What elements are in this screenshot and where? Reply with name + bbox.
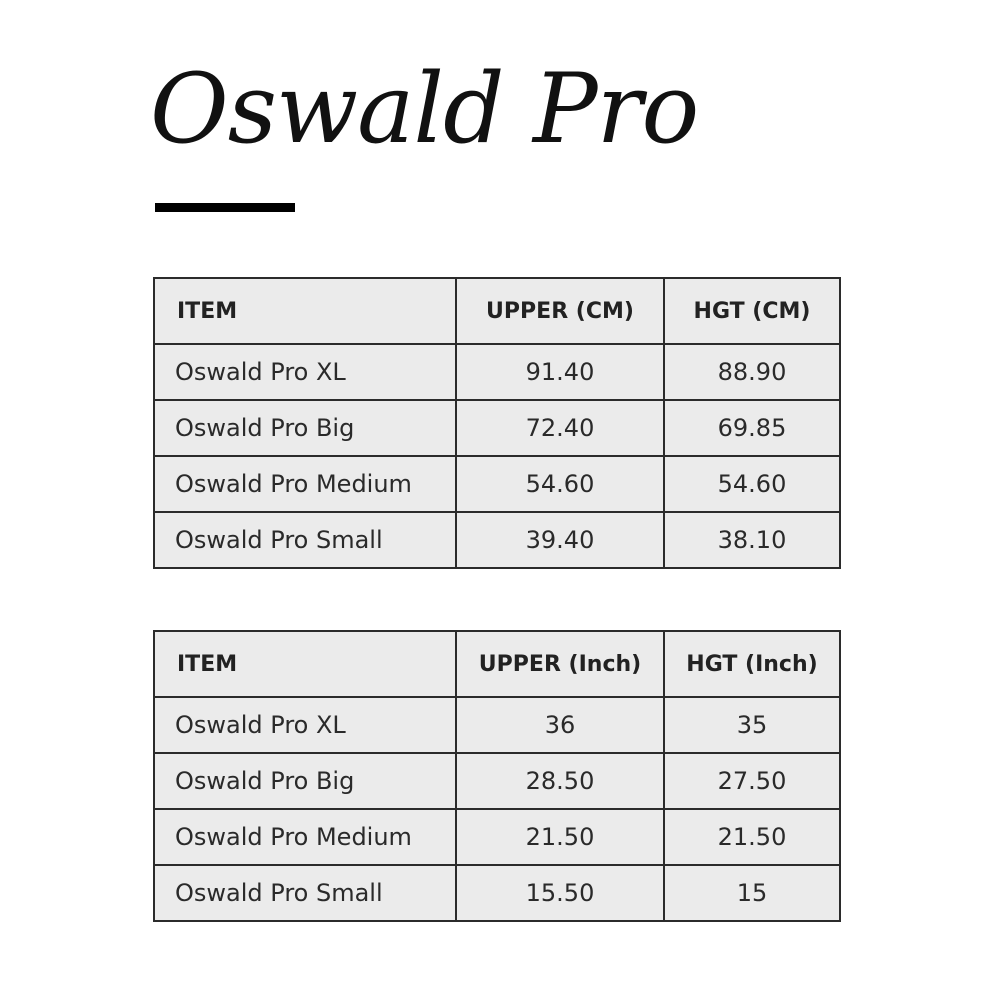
size-table-cm (153, 277, 841, 569)
upper-cell: 39.40 (456, 512, 664, 568)
table-row (154, 344, 840, 400)
table-row (154, 753, 840, 809)
table-header-row (154, 631, 840, 697)
table-row (154, 865, 840, 921)
item-cell: Oswald Pro Small (154, 512, 456, 568)
table-header-row (154, 278, 840, 344)
height-cell: 27.50 (664, 753, 840, 809)
table-row (154, 697, 840, 753)
item-cell: Oswald Pro Small (154, 865, 456, 921)
page-title: Oswald Pro (150, 53, 699, 165)
height-cell: 88.90 (664, 344, 840, 400)
column-header-item: ITEM (154, 631, 456, 697)
upper-cell: 21.50 (456, 809, 664, 865)
height-cell: 35 (664, 697, 840, 753)
table-row (154, 456, 840, 512)
upper-cell: 36 (456, 697, 664, 753)
item-cell: Oswald Pro Big (154, 753, 456, 809)
height-cell: 69.85 (664, 400, 840, 456)
item-cell: Oswald Pro XL (154, 344, 456, 400)
height-cell: 15 (664, 865, 840, 921)
column-header-upper: UPPER (CM) (456, 278, 664, 344)
upper-cell: 54.60 (456, 456, 664, 512)
upper-cell: 91.40 (456, 344, 664, 400)
item-cell: Oswald Pro XL (154, 697, 456, 753)
table-row (154, 512, 840, 568)
title-underline (155, 203, 295, 212)
upper-cell: 15.50 (456, 865, 664, 921)
column-header-item: ITEM (154, 278, 456, 344)
table-row (154, 809, 840, 865)
upper-cell: 72.40 (456, 400, 664, 456)
column-header-height: HGT (Inch) (664, 631, 840, 697)
column-header-height: HGT (CM) (664, 278, 840, 344)
item-cell: Oswald Pro Medium (154, 456, 456, 512)
size-table-inch (153, 630, 841, 922)
item-cell: Oswald Pro Big (154, 400, 456, 456)
table-row (154, 400, 840, 456)
column-header-upper: UPPER (Inch) (456, 631, 664, 697)
height-cell: 21.50 (664, 809, 840, 865)
item-cell: Oswald Pro Medium (154, 809, 456, 865)
height-cell: 38.10 (664, 512, 840, 568)
height-cell: 54.60 (664, 456, 840, 512)
upper-cell: 28.50 (456, 753, 664, 809)
